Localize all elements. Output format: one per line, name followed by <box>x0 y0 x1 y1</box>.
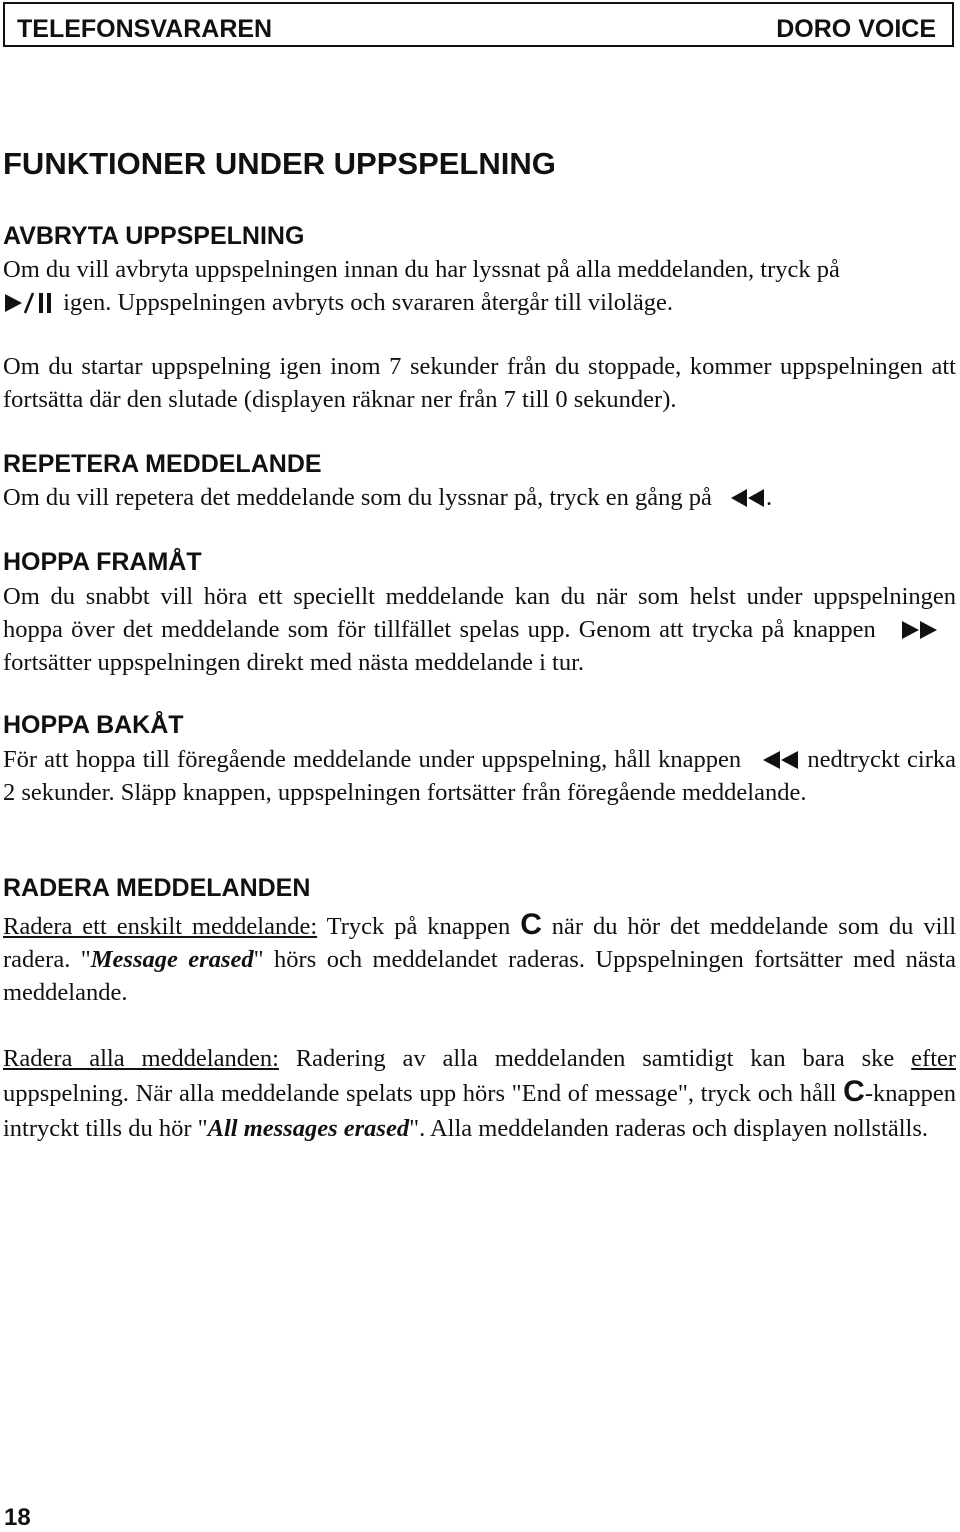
message-erased-text: Message erased <box>90 946 254 973</box>
radera-p2-text3: -knappen intryckt tills du hör " <box>3 1080 956 1142</box>
framat-text2: fortsätter uppspelningen direkt med nästa meddelande i tur. <box>3 649 585 676</box>
radera-p2-text2: uppspelning. När alla meddelande spelats upp hörs "End of message", tryck och håll <box>3 1080 837 1107</box>
header-right-title: DORO VOICE <box>776 15 936 43</box>
c-key-label: C <box>843 1075 865 1108</box>
all-messages-erased-text: All messages erased <box>207 1115 410 1142</box>
avbryta-text1: Om du vill avbryta uppspelningen innan du har lyssnat på alla meddelanden, tryck på <box>3 256 840 283</box>
rewind-icon <box>730 487 766 509</box>
radera-paragraph2 <box>3 1041 956 1146</box>
page-header <box>3 2 954 47</box>
rewind-icon <box>762 749 800 771</box>
radera-paragraph1 <box>3 910 956 1009</box>
framat-paragraph <box>3 580 956 679</box>
radera-alla-label: Radera alla meddelanden: <box>3 1045 279 1072</box>
framat-text1: Om du snabbt vill höra ett speciellt meddelande kan du när som helst under uppspelningen hoppa över det meddelande som för tillfället spelas upp. Genom att trycka på knappen <box>3 583 956 643</box>
radera-efter-word: efter <box>911 1045 957 1072</box>
c-key-label: C <box>520 908 542 941</box>
fast-forward-icon <box>900 619 940 641</box>
radera-p2-text1: Radering av alla meddelanden samtidigt kan bara ske <box>295 1045 895 1072</box>
repetera-end: . <box>766 484 773 511</box>
section-heading-bakat: HOPPA BAKÅT <box>3 711 184 739</box>
page-number: 18 <box>4 1504 31 1531</box>
avbryta-text2: igen. Uppspelningen avbryts och svararen återgår till viloläge. <box>63 289 673 316</box>
radera-p1-text1: Tryck på knappen <box>326 913 511 940</box>
header-left-title: TELEFONSVARAREN <box>17 15 273 43</box>
radera-p1-text2: när du hör det meddelande som du vill radera. " <box>3 913 957 973</box>
repetera-paragraph <box>3 481 956 514</box>
avbryta-line1 <box>3 253 956 286</box>
radera-p2-text4: ". Alla meddelanden raderas och displayen nollställs. <box>409 1115 928 1142</box>
bakat-text2: nedtryckt cirka 2 sekunder. Släpp knappen, uppspelningen fortsätter från föregående meddelande. <box>3 746 956 806</box>
section-heading-repetera: REPETERA MEDDELANDE <box>3 450 322 478</box>
play-pause-icon <box>3 292 57 314</box>
repetera-text: Om du vill repetera det meddelande som du lyssnar på, tryck en gång på <box>3 484 712 511</box>
avbryta-line2 <box>3 286 956 319</box>
avbryta-paragraph2: Om du startar uppspelning igen inom 7 sekunder från du stoppade, kommer uppspelningen att fortsätta där den slutade (displayen räknar ner från 7 till 0 sekunder). <box>3 353 956 413</box>
bakat-text1: För att hoppa till föregående meddelande under uppspelning, håll knappen <box>3 746 742 773</box>
section-heading-avbryta: AVBRYTA UPPSPELNING <box>3 222 305 250</box>
radera-p1-text3: " hörs och meddelandet raderas. Uppspelningen fortsätter med nästa meddelande. <box>3 946 956 1006</box>
section-heading-framat: HOPPA FRAMÅT <box>3 548 202 576</box>
bakat-paragraph <box>3 743 956 809</box>
section-heading-radera: RADERA MEDDELANDEN <box>3 874 311 902</box>
radera-enskilt-label: Radera ett enskilt meddelande: <box>3 913 318 940</box>
page-title: FUNKTIONER UNDER UPPSPELNING <box>3 146 556 181</box>
